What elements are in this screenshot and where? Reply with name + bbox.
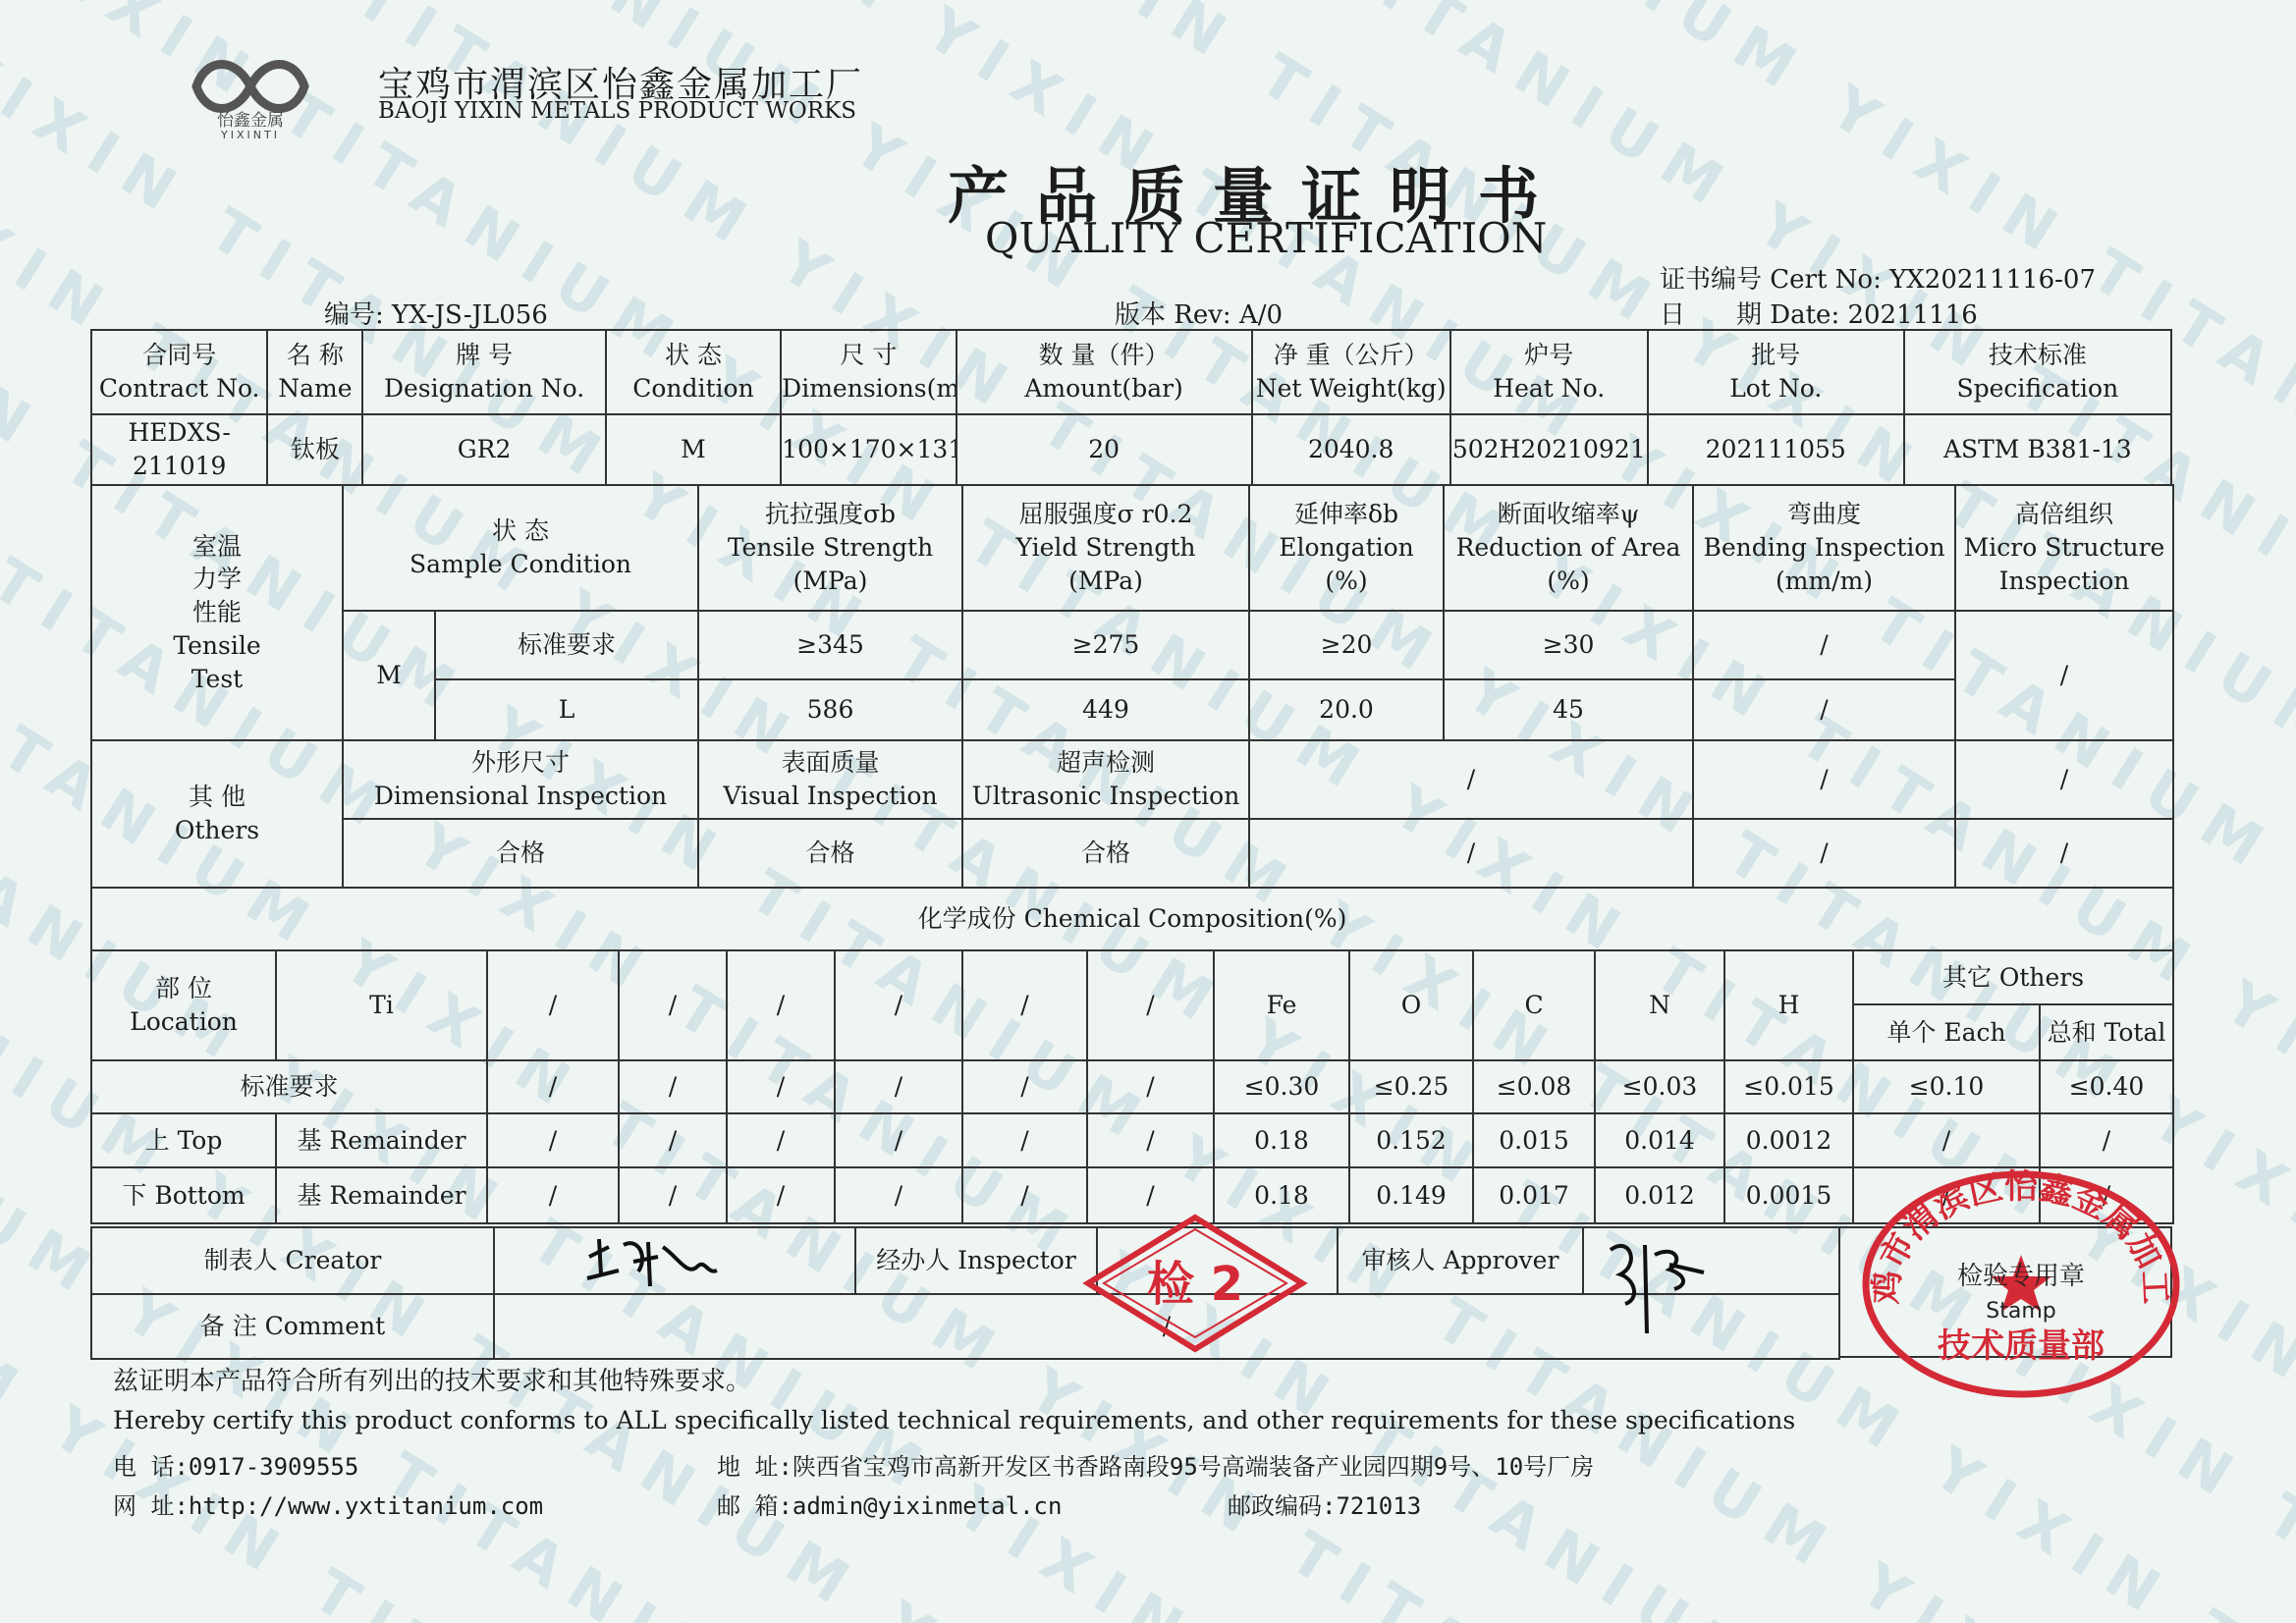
chem-std-n: ≤0.03: [1595, 1060, 1724, 1113]
dimensional-header: 外形尺寸 Dimensional Inspection: [343, 740, 698, 819]
chem-top-row: [91, 1113, 2173, 1167]
tensile-strength-header: 抗拉强度σb Tensile Strength (MPa): [698, 485, 962, 611]
chem-std: /: [962, 1060, 1087, 1113]
chem-std-o: ≤0.25: [1349, 1060, 1473, 1113]
el-h: H: [1724, 950, 1853, 1060]
tensile-res-ys: 449: [962, 679, 1249, 740]
tensile-table: [90, 484, 2174, 741]
certify-en: Hereby certify this product conforms to ALL specifically listed technical requirements, and other requirements for these specifications: [113, 1406, 1795, 1434]
el-c: C: [1473, 950, 1595, 1060]
tensile-micro: /: [1955, 611, 2173, 740]
weight-header: 净 重（公斤） Net Weight(kg): [1252, 330, 1450, 414]
others-label: 其 他 Others: [91, 740, 343, 888]
name-header: 名 称 Name: [267, 330, 362, 414]
chem-bottom-n: 0.012: [1595, 1167, 1724, 1223]
contract-header: 合同号 Contract No.: [91, 330, 267, 414]
chem-std-fe: ≤0.30: [1214, 1060, 1349, 1113]
others-slash: /: [1693, 819, 1955, 888]
others-slash: /: [1955, 819, 2173, 888]
chem-top-n: 0.014: [1595, 1113, 1724, 1167]
chem-top: /: [487, 1113, 619, 1167]
dimensions-header: 尺 寸 Dimensions(: [781, 330, 956, 414]
contract-value: HEDXS-211019: [91, 414, 267, 485]
chem-std-h: ≤0.015: [1724, 1060, 1853, 1113]
spec-header: 技术标准 Specification: [1904, 330, 2171, 414]
el-n: N: [1595, 950, 1724, 1060]
el-slash: /: [1087, 950, 1214, 1060]
el-slash: /: [835, 950, 962, 1060]
address: 地 址:陕西省宝鸡市高新开发区书香路南段95号高端装备产业园四期9号、10号厂房: [717, 1447, 1594, 1482]
others-slash: /: [1693, 740, 1955, 819]
tensile-std-label: 标准要求: [435, 611, 698, 679]
company-name-cn: 宝鸡市渭滨区怡鑫金属加工厂: [378, 57, 863, 107]
chem-top: /: [727, 1113, 835, 1167]
tensile-label: 室温力学性能 Tensile Test: [91, 485, 343, 740]
chem-std: /: [619, 1060, 727, 1113]
company-stamp-icon: [1859, 1168, 2183, 1399]
heat-header: 炉号 Heat No.: [1450, 330, 1648, 414]
chem-std-row: [91, 1060, 2173, 1113]
others-slash: /: [1249, 740, 1693, 819]
chem-bottom-o: 0.149: [1349, 1167, 1473, 1223]
inspector-stamp-text: 检 2: [1147, 1257, 1243, 1312]
revision: 版本 Rev: A/0: [1115, 295, 1283, 331]
ultrasonic-result: 合格: [962, 819, 1249, 888]
chem-top-o: 0.152: [1349, 1113, 1473, 1167]
tensile-res-bend: /: [1693, 679, 1955, 740]
stamp-mid-text: 检验专用章: [1957, 1262, 2085, 1291]
comment-value: /: [494, 1294, 1839, 1359]
name-value: 钛板: [267, 414, 362, 485]
chem-std-c: ≤0.08: [1473, 1060, 1595, 1113]
chem-bottom: /: [487, 1167, 619, 1223]
product-header-row: [91, 330, 2171, 414]
title-cn: 产品质量证明书: [948, 147, 1566, 235]
ultrasonic-header: 超声检测 Ultrasonic Inspection: [962, 740, 1249, 819]
yield-strength-header: 屈服强度σ r0.2 Yield Strength (MPa): [962, 485, 1249, 611]
postcode: 邮政编码:721013: [1228, 1487, 1421, 1521]
approver-label: 审核人 Approver: [1338, 1227, 1583, 1294]
top-label: 上 Top: [91, 1113, 276, 1167]
logo-cn: 怡鑫金属: [217, 111, 284, 131]
chem-top-c: 0.015: [1473, 1113, 1595, 1167]
others-slash: /: [1249, 819, 1693, 888]
chem-bottom-h: 0.0015: [1724, 1167, 1853, 1223]
location-header: 部 位 Location: [91, 950, 276, 1060]
sample-condition-header: 状 态 Sample Condition: [343, 485, 698, 611]
chem-bottom-c: 0.017: [1473, 1167, 1595, 1223]
certify-cn: 兹证明本产品符合所有列出的技术要求和其他特殊要求。: [113, 1361, 751, 1397]
heat-value: 502H20210921: [1450, 414, 1648, 485]
el-slash: /: [619, 950, 727, 1060]
stamp-ring-text: 鸡市渭滨区怡鑫金属加工: [1859, 1168, 2175, 1305]
el-o: O: [1349, 950, 1473, 1060]
chem-std: /: [1087, 1060, 1214, 1113]
chem-std-each: ≤0.10: [1853, 1060, 2040, 1113]
el-slash: /: [962, 950, 1087, 1060]
tensile-std-el: ≥20: [1249, 611, 1444, 679]
tensile-res-ts: 586: [698, 679, 962, 740]
tensile-res-ra: 45: [1444, 679, 1693, 740]
chem-std-label: 标准要求: [91, 1060, 487, 1113]
signoff-table: [90, 1226, 1840, 1360]
elongation-header: 延伸率δb Elongation (%): [1249, 485, 1444, 611]
micro-header: 高倍组织 Micro Structure Inspection: [1955, 485, 2173, 611]
designation-value: GR2: [362, 414, 605, 485]
title-en: QUALITY CERTIFICATION: [985, 214, 1547, 262]
chem-std: /: [835, 1060, 962, 1113]
dimensions-value: 100×170×13: [781, 414, 956, 485]
chem-top: /: [835, 1113, 962, 1167]
tensile-res-el: 20.0: [1249, 679, 1444, 740]
chem-std: /: [727, 1060, 835, 1113]
dimensional-result: 合格: [343, 819, 698, 888]
tensile-std-row: [91, 611, 2173, 679]
el-fe: Fe: [1214, 950, 1349, 1060]
chem-std: /: [487, 1060, 619, 1113]
cert-number: 证书编号 Cert No: YX20211116-07: [1660, 259, 2096, 296]
chem-bottom-each: /: [1853, 1167, 2040, 1223]
top-ti: 基 Remainder: [276, 1113, 487, 1167]
inspector-stamp-icon: [1080, 1210, 1310, 1357]
stamp-en-text: Stamp: [1986, 1299, 2055, 1324]
tensile-std-ys: ≥275: [962, 611, 1249, 679]
cert-date: 日 期 Date: 20211116: [1660, 295, 1978, 331]
bottom-label: 下 Bottom: [91, 1167, 276, 1223]
company-logo-icon: [177, 47, 324, 140]
chem-bottom: /: [1087, 1167, 1214, 1223]
creator-signature-mark: [579, 1227, 727, 1304]
el-slash: /: [727, 950, 835, 1060]
chem-top-each: /: [1853, 1113, 2040, 1167]
approver-signature-mark: [1596, 1225, 1714, 1343]
designation-header: 牌 号 Designation No.: [362, 330, 605, 414]
bending-header: 弯曲度 Bending Inspection (mm/m): [1693, 485, 1955, 611]
lot-header: 批号 Lot No.: [1648, 330, 1904, 414]
email[interactable]: 邮 箱:admin@yixinmetal.cn: [717, 1487, 1062, 1521]
website[interactable]: 网 址:http://www.yxtitanium.com: [113, 1487, 543, 1521]
condition-value: M: [606, 414, 781, 485]
chem-top: /: [619, 1113, 727, 1167]
chem-std-total: ≤0.40: [2040, 1060, 2173, 1113]
spec-value: ASTM B381-13: [1904, 414, 2171, 485]
visual-header: 表面质量 Visual Inspection: [698, 740, 962, 819]
each-header: 单个 Each: [1853, 1004, 2040, 1060]
chem-top-total: /: [2040, 1113, 2173, 1167]
others-header: 其它 Others: [1853, 950, 2173, 1004]
stamp-dept-text: 技术质量部: [1938, 1326, 2105, 1366]
chem-title: 化学成份 Chemical Composition(%): [91, 888, 2173, 950]
total-header: 总和 Total: [2040, 1004, 2173, 1060]
visual-result: 合格: [698, 819, 962, 888]
chem-bottom-fe: 0.18: [1214, 1167, 1349, 1223]
lot-value: 202111055: [1648, 414, 1904, 485]
creator-label: 制表人 Creator: [91, 1227, 494, 1294]
bottom-ti: 基 Remainder: [276, 1167, 487, 1223]
chem-bottom: /: [619, 1167, 727, 1223]
product-value-row: [91, 414, 2171, 485]
others-table: [90, 739, 2174, 951]
company-name-en: BAOJI YIXIN METALS PRODUCT WORKS: [378, 98, 856, 124]
chem-top-fe: 0.18: [1214, 1113, 1349, 1167]
logo-en: YIXINTI: [220, 129, 280, 140]
chem-bottom-total: /: [2040, 1167, 2173, 1223]
weight-value: 2040.8: [1252, 414, 1450, 485]
others-slash: /: [1955, 740, 2173, 819]
amount-header: 数 量（件） Amount(bar): [957, 330, 1252, 414]
tensile-std-bend: /: [1693, 611, 1955, 679]
el-ti: Ti: [276, 950, 487, 1060]
chem-bottom: /: [835, 1167, 962, 1223]
tensile-row-label: L: [435, 679, 698, 740]
chem-top: /: [962, 1113, 1087, 1167]
reduction-header: 断面收缩率ψ Reduction of Area (%): [1444, 485, 1693, 611]
el-slash: /: [487, 950, 619, 1060]
tensile-cond: M: [343, 611, 435, 740]
document-number: 编号: YX-JS-JL056: [324, 295, 548, 331]
comment-label: 备 注 Comment: [91, 1294, 494, 1359]
product-table: [90, 329, 2172, 486]
inspector-label: 经办人 Inspector: [855, 1227, 1097, 1294]
tensile-std-ts: ≥345: [698, 611, 962, 679]
chem-bottom: /: [962, 1167, 1087, 1223]
chem-top-h: 0.0012: [1724, 1113, 1853, 1167]
condition-header: 状 态 Condition: [606, 330, 781, 414]
chem-top: /: [1087, 1113, 1214, 1167]
chem-bottom: /: [727, 1167, 835, 1223]
amount-value: 20: [957, 414, 1252, 485]
phone: 电 话:0917-3909555: [113, 1447, 358, 1482]
tensile-std-ra: ≥30: [1444, 611, 1693, 679]
